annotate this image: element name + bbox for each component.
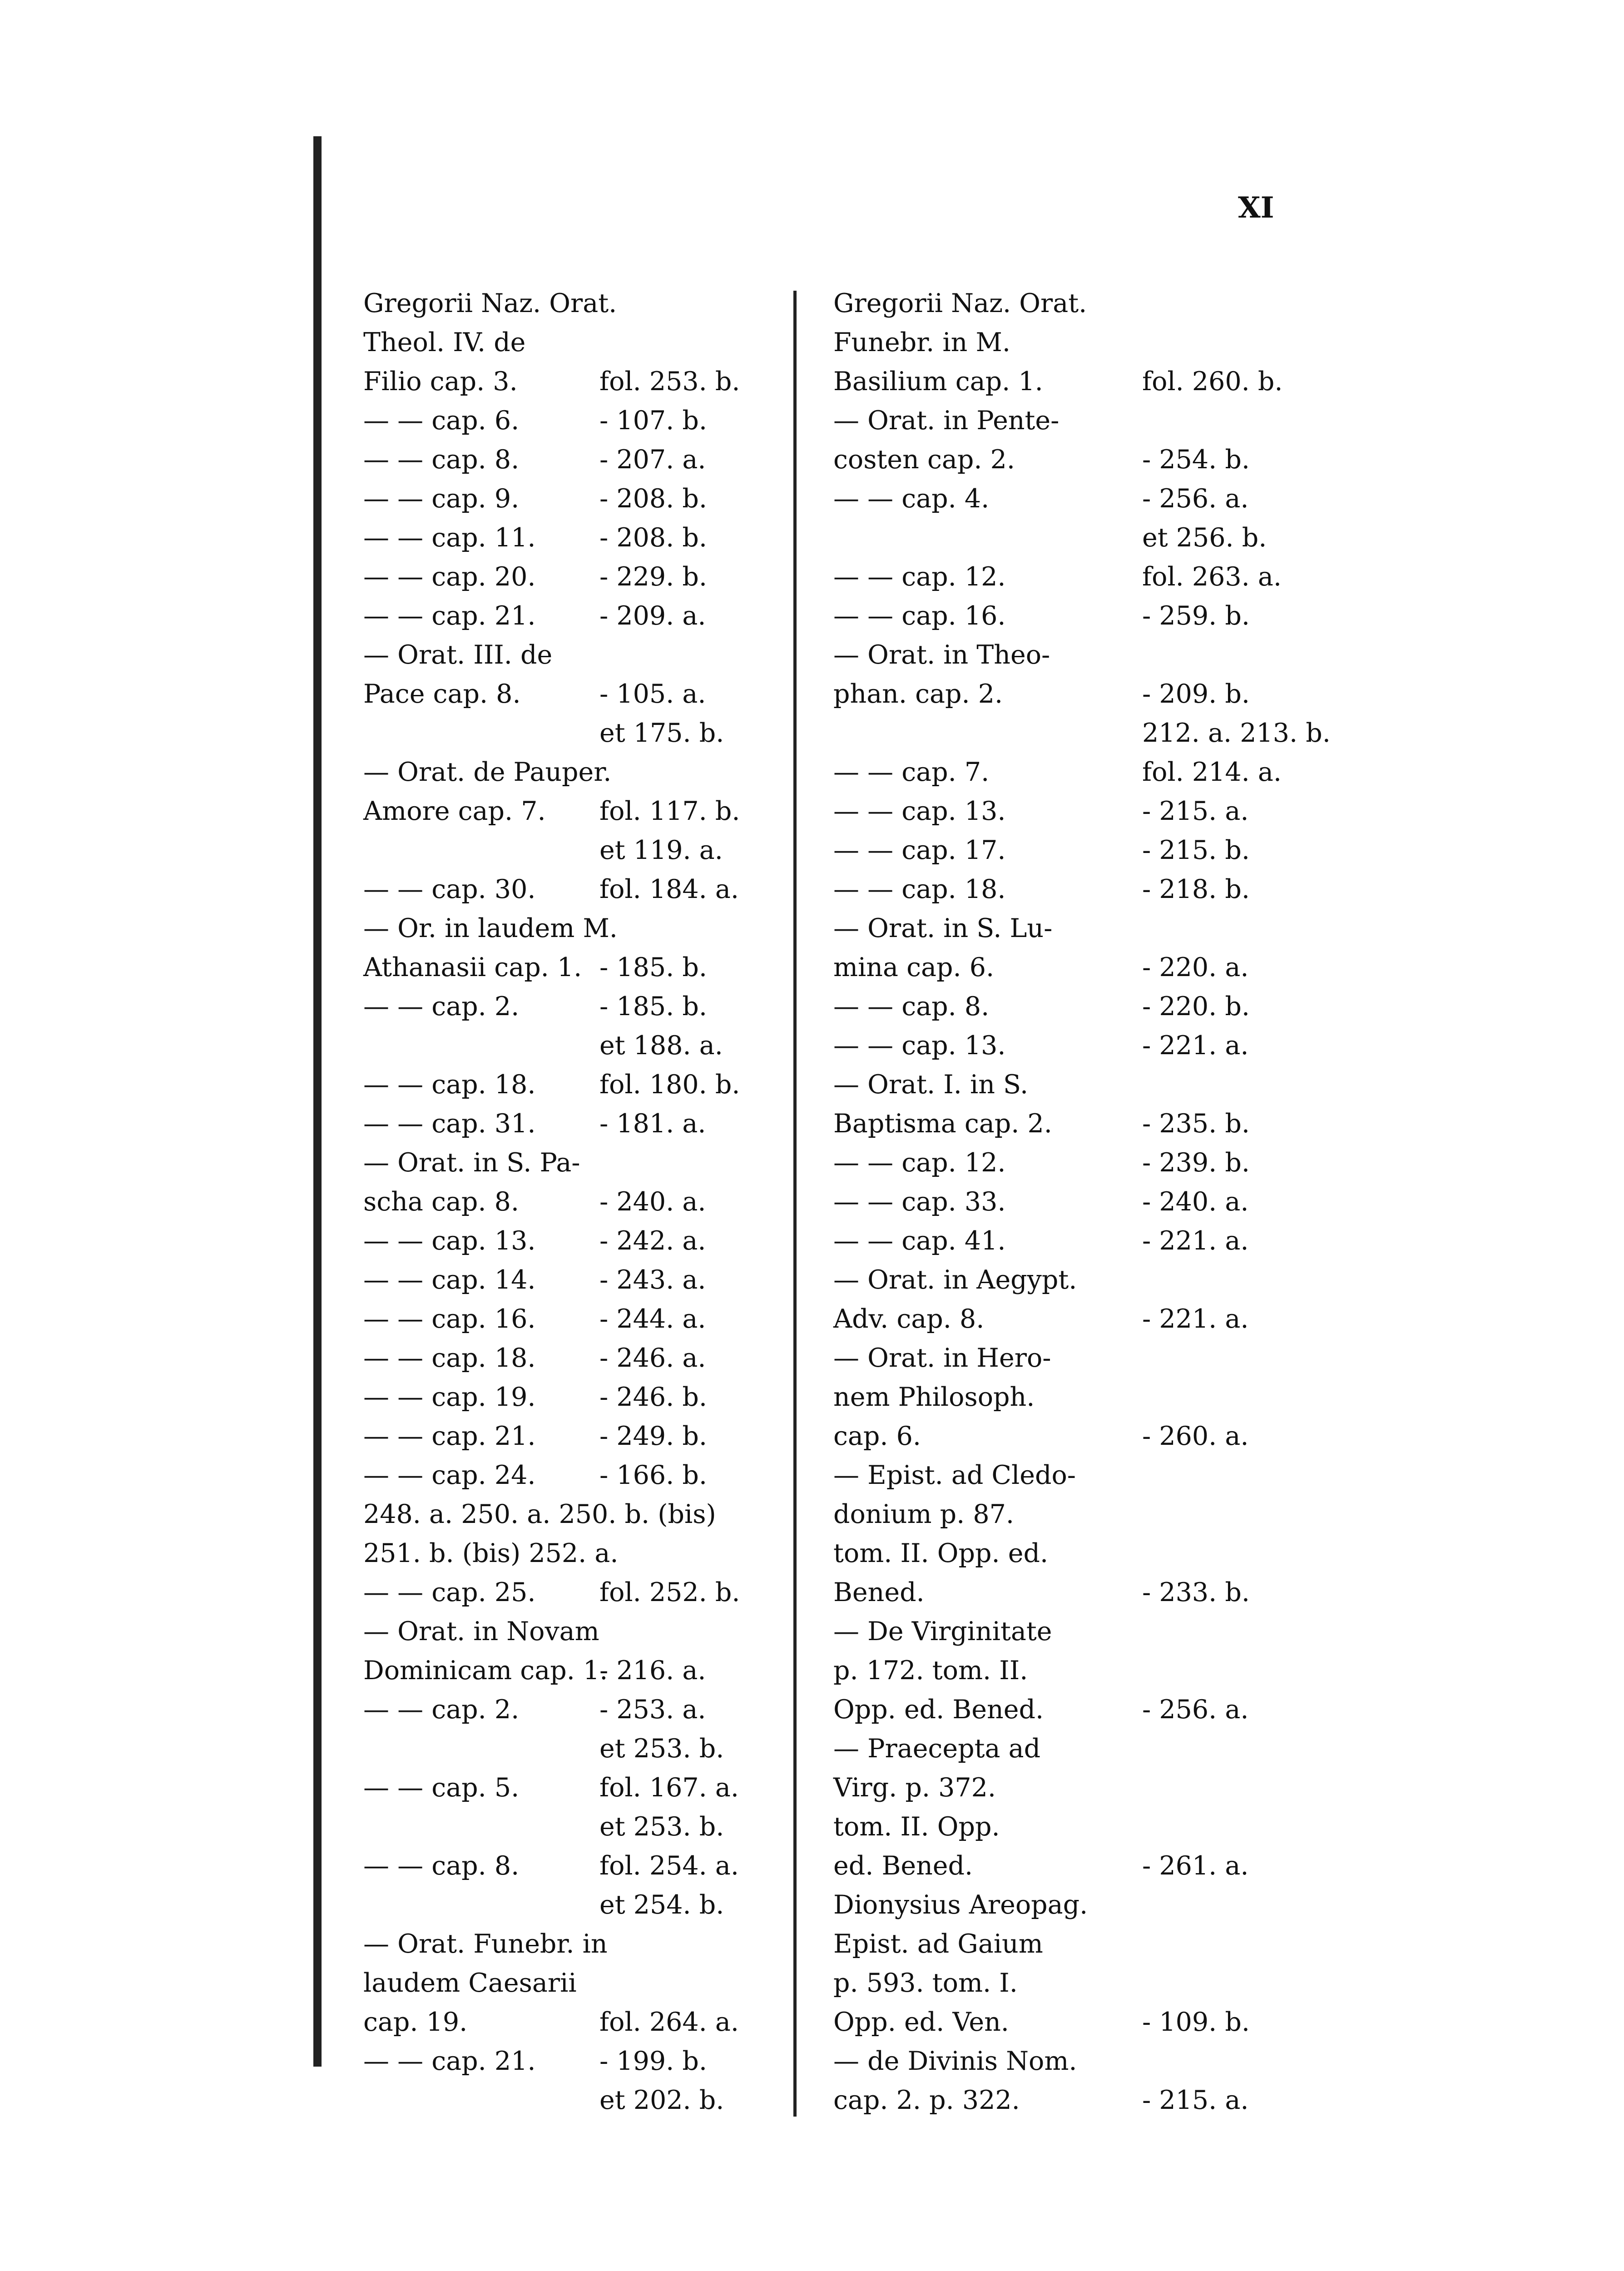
index-entry [363,2042,763,2081]
entry-text: — — cap. 6. [363,406,520,436]
index-entry [363,401,763,440]
entry-text: Bened. [833,1577,925,1607]
entry-reference: - 256. a. [1142,1695,1249,1725]
index-entry [833,1846,1310,1885]
index-entry [363,323,763,362]
index-entry [363,1065,763,1104]
index-entry [833,635,1310,674]
entry-text: ed. Bened. [833,1851,973,1881]
index-entry [833,1417,1310,1456]
entry-text: — — cap. 7. [833,757,990,787]
entry-text: — Orat. Funebr. in [363,1929,608,1959]
entry-reference: - 209. b. [1142,679,1250,709]
entry-text: — Or. in laudem M. [363,913,618,943]
index-entry [363,1729,763,1768]
entry-reference: - 235. b. [1142,1109,1250,1139]
entry-text: — — cap. 2. [363,1695,520,1725]
entry-text: — Orat. in S. Pa- [363,1148,580,1178]
entry-text: — — cap. 8. [363,1851,520,1881]
entry-reference: 212. a. 213. b. [1142,718,1331,748]
entry-text: scha cap. 8. [363,1187,520,1217]
entry-text: Athanasii cap. 1. [363,952,582,982]
entry-reference: - 220. b. [1142,992,1250,1021]
entry-reference: et 119. a. [599,835,723,865]
index-entry [833,1378,1310,1417]
entry-reference: fol. 254. a. [599,1851,739,1881]
index-entry [833,1065,1310,1104]
index-entry [363,1924,763,1964]
index-entry [833,596,1310,635]
entry-text: — Orat. III. de [363,640,553,670]
index-entry [833,2081,1310,2120]
entry-text: Gregorii Naz. Orat. [363,288,617,318]
entry-text: — — cap. 4. [833,484,990,514]
index-entry [363,479,763,518]
index-entry [833,2042,1310,2081]
index-entry [363,2003,763,2042]
entry-text: tom. II. Opp. [833,1812,1000,1842]
index-entry [833,1339,1310,1378]
entry-reference: - 244. a. [599,1304,706,1334]
column-divider [793,291,797,2117]
index-entry [363,1964,763,2003]
entry-reference: fol. 264. a. [599,2007,739,2037]
index-entry [363,2081,763,2120]
right-column [833,284,1331,2120]
index-entry [363,1885,763,1924]
entry-text: — — cap. 13. [833,796,1006,826]
entry-text: — — cap. 5. [363,1773,520,1803]
entry-reference: - 239. b. [1142,1148,1250,1178]
entry-text: Pace cap. 8. [363,679,521,709]
entry-reference: - 253. a. [599,1695,706,1725]
index-entry [363,596,763,635]
index-entry [833,1690,1310,1729]
entry-text: — — cap. 21. [363,1421,536,1451]
entry-text: — — cap. 30. [363,874,536,904]
entry-reference: fol. 253. b. [599,367,740,397]
entry-text: — — cap. 18. [363,1070,536,1100]
entry-text: — — cap. 8. [363,445,520,475]
entry-reference: - 221. a. [1142,1031,1249,1061]
index-entry [833,401,1310,440]
index-entry [833,284,1310,323]
entry-text: — De Virginitate [833,1616,1052,1646]
index-entry [363,1573,763,1612]
entry-text: Funebr. in M. [833,327,1010,357]
index-entry [363,1456,763,1495]
index-entry [833,557,1310,596]
entry-text: — — cap. 41. [833,1226,1006,1256]
page-number: XI [1238,191,1274,225]
entry-text: — Orat. in Novam [363,1616,599,1646]
entry-text: Opp. ed. Bened. [833,1695,1044,1725]
entry-reference: - 107. b. [599,406,708,436]
entry-text: cap. 2. p. 322. [833,2085,1020,2115]
index-entry [833,1456,1310,1495]
index-entry [833,792,1310,831]
entry-text: — — cap. 13. [833,1031,1006,1061]
index-entry [363,1299,763,1339]
entry-text: — — cap. 17. [833,835,1006,865]
index-entry [363,831,763,870]
index-entry [833,440,1310,479]
entry-reference: fol. 263. a. [1142,562,1282,592]
entry-reference: et 253. b. [599,1734,724,1764]
entry-reference: et 254. b. [599,1890,724,1920]
index-entry [833,1651,1310,1690]
entry-text: — — cap. 31. [363,1109,536,1139]
index-entry [363,674,763,714]
index-entry [833,1924,1310,1964]
entry-reference: - 218. b. [1142,874,1250,904]
index-entry [363,635,763,674]
entry-reference: - 229. b. [599,562,708,592]
entry-text: — Orat. in S. Lu- [833,913,1053,943]
index-entry [833,323,1310,362]
entry-text: — — cap. 11. [363,523,536,553]
index-entry [833,870,1310,909]
index-entry [363,1104,763,1143]
entry-reference: et 188. a. [599,1031,723,1061]
entry-reference: - 254. b. [1142,445,1250,475]
entry-text: — Orat. in Aegypt. [833,1265,1077,1295]
entry-text: — — cap. 14. [363,1265,536,1295]
index-entry [363,1534,763,1573]
index-entry [363,1339,763,1378]
entry-text: — — cap. 19. [363,1382,536,1412]
entry-text: — — cap. 12. [833,1148,1006,1178]
index-entry [363,1182,763,1221]
index-entry [833,1026,1310,1065]
entry-text: — — cap. 21. [363,2046,536,2076]
index-entry [833,518,1310,557]
entry-text: p. 593. tom. I. [833,1968,1018,1998]
entry-reference: et 202. b. [599,2085,724,2115]
index-entry [363,1417,763,1456]
index-entry [833,831,1310,870]
entry-reference: - 207. a. [599,445,706,475]
entry-reference: - 109. b. [1142,2007,1250,2037]
entry-reference: - 208. b. [599,523,708,553]
entry-text: Theol. IV. de [363,327,526,357]
index-entry [363,714,763,753]
index-entry [833,1612,1310,1651]
index-entry [363,1807,763,1846]
entry-reference: - 249. b. [599,1421,708,1451]
index-entry [833,1534,1310,1573]
entry-text: Amore cap. 7. [363,796,546,826]
entry-text: donium p. 87. [833,1499,1014,1529]
entry-reference: fol. 214. a. [1142,757,1282,787]
entry-reference: - 199. b. [599,2046,708,2076]
entry-reference: - 185. b. [599,992,708,1021]
index-entry [833,362,1310,401]
entry-text: — de Divinis Nom. [833,2046,1077,2076]
entry-reference: - 243. a. [599,1265,706,1295]
entry-text: — — cap. 13. [363,1226,536,1256]
entry-reference: - 166. b. [599,1460,708,1490]
entry-text: tom. II. Opp. ed. [833,1538,1049,1568]
entry-reference: et 175. b. [599,718,724,748]
entry-reference: - 256. a. [1142,484,1249,514]
index-entry [833,1573,1310,1612]
entry-text: — — cap. 21. [363,601,536,631]
index-entry [833,1768,1310,1807]
entry-text: Opp. ed. Ven. [833,2007,1009,2037]
entry-reference: - 246. a. [599,1343,706,1373]
index-entry [363,1846,763,1885]
entry-reference: - 215. a. [1142,2085,1249,2115]
entry-text: — — cap. 2. [363,992,520,1021]
index-entry [363,1651,763,1690]
entry-text: nem Philosoph. [833,1382,1035,1412]
index-entry [833,1964,1310,2003]
entry-reference: - 215. b. [1142,835,1250,865]
entry-reference: fol. 184. a. [599,874,739,904]
entry-reference: - 181. a. [599,1109,706,1139]
index-entry [363,792,763,831]
index-entry [833,1182,1310,1221]
entry-text: Filio cap. 3. [363,367,518,397]
index-entry [833,1143,1310,1182]
index-entry [363,284,763,323]
entry-reference: - 221. a. [1142,1304,1249,1334]
index-entry [833,909,1310,948]
entry-reference: et 256. b. [1142,523,1267,553]
entry-text: — Orat. I. in S. [833,1070,1029,1100]
index-entry [833,987,1310,1026]
index-entry [363,362,763,401]
index-entry [363,1260,763,1299]
index-entry [363,1378,763,1417]
index-entry [833,479,1310,518]
index-entry [363,1495,763,1534]
entry-text: Gregorii Naz. Orat. [833,288,1087,318]
entry-text: — — cap. 9. [363,484,520,514]
entry-text: — Orat. in Hero- [833,1343,1051,1373]
entry-text: Dominicam cap. 1. [363,1656,608,1686]
index-entry [833,1104,1310,1143]
index-entry [833,2003,1310,2042]
index-entry [363,1221,763,1260]
entry-reference: - 221. a. [1142,1226,1249,1256]
entry-reference: - 240. a. [1142,1187,1249,1217]
entry-text: Dionysius Areopag. [833,1890,1088,1920]
entry-reference: - 242. a. [599,1226,706,1256]
entry-reference: fol. 260. b. [1142,367,1283,397]
index-entry [363,1690,763,1729]
entry-text: — — cap. 20. [363,562,536,592]
entry-text: laudem Caesarii [363,1968,577,1998]
entry-text: phan. cap. 2. [833,679,1003,709]
entry-text: p. 172. tom. II. [833,1656,1028,1686]
entry-reference: - 216. a. [599,1656,706,1686]
entry-reference: - 240. a. [599,1187,706,1217]
entry-text: — Orat. de Pauper. [363,757,612,787]
entry-reference: - 209. a. [599,601,706,631]
entry-reference: - 185. b. [599,952,708,982]
entry-text: mina cap. 6. [833,952,995,982]
entry-text: Baptisma cap. 2. [833,1109,1052,1139]
entry-text: Virg. p. 372. [833,1773,996,1803]
entry-reference: - 215. a. [1142,796,1249,826]
entry-reference: - 233. b. [1142,1577,1250,1607]
entry-text: — — cap. 16. [833,601,1006,631]
index-entry [833,1221,1310,1260]
index-entry [363,1612,763,1651]
entry-text: — — cap. 8. [833,992,990,1021]
index-entry [363,987,763,1026]
page-binding-edge [313,136,322,2067]
entry-reference: - 259. b. [1142,601,1250,631]
entry-text: 248. a. 250. a. 250. b. (bis) [363,1499,716,1529]
index-entry [833,1260,1310,1299]
entry-reference: et 253. b. [599,1812,724,1842]
entry-text: costen cap. 2. [833,445,1015,475]
entry-text: — — cap. 16. [363,1304,536,1334]
entry-text: Epist. ad Gaium [833,1929,1043,1959]
index-entry [833,1729,1310,1768]
index-entry [363,870,763,909]
index-entry [363,557,763,596]
index-entry [833,674,1310,714]
index-entry [363,753,763,792]
entry-text: — Orat. in Pente- [833,406,1060,436]
index-entry [833,1807,1310,1846]
index-entry [363,518,763,557]
entry-text: Adv. cap. 8. [833,1304,985,1334]
index-entry [833,948,1310,987]
entry-text: — Orat. in Theo- [833,640,1050,670]
index-entry [363,1143,763,1182]
entry-text: — — cap. 12. [833,562,1006,592]
entry-text: Basilium cap. 1. [833,367,1043,397]
entry-text: — — cap. 18. [363,1343,536,1373]
entry-reference: - 208. b. [599,484,708,514]
entry-reference: fol. 252. b. [599,1577,740,1607]
entry-reference: - 260. a. [1142,1421,1249,1451]
index-entry [363,1768,763,1807]
left-column [363,284,763,2120]
index-entry [363,1026,763,1065]
entry-reference: fol. 180. b. [599,1070,740,1100]
entry-reference: - 261. a. [1142,1851,1249,1881]
entry-text: cap. 19. [363,2007,468,2037]
entry-text: — Praecepta ad [833,1734,1041,1764]
index-entry [363,440,763,479]
entry-text: — — cap. 33. [833,1187,1006,1217]
entry-reference: fol. 167. a. [599,1773,739,1803]
entry-text: — — cap. 25. [363,1577,536,1607]
index-entry [833,1885,1310,1924]
entry-reference: - 105. a. [599,679,706,709]
entry-reference: fol. 117. b. [599,796,740,826]
entry-text: — — cap. 18. [833,874,1006,904]
index-entry [363,909,763,948]
entry-reference: - 246. b. [599,1382,708,1412]
index-entry [833,1299,1310,1339]
entry-text: — — cap. 24. [363,1460,536,1490]
entry-text: 251. b. (bis) 252. a. [363,1538,619,1568]
index-entry [833,1495,1310,1534]
index-entry [833,714,1331,753]
entry-reference: - 220. a. [1142,952,1249,982]
entry-text: — Epist. ad Cledo- [833,1460,1076,1490]
index-entry [833,753,1310,792]
index-entry [363,948,763,987]
entry-text: cap. 6. [833,1421,921,1451]
